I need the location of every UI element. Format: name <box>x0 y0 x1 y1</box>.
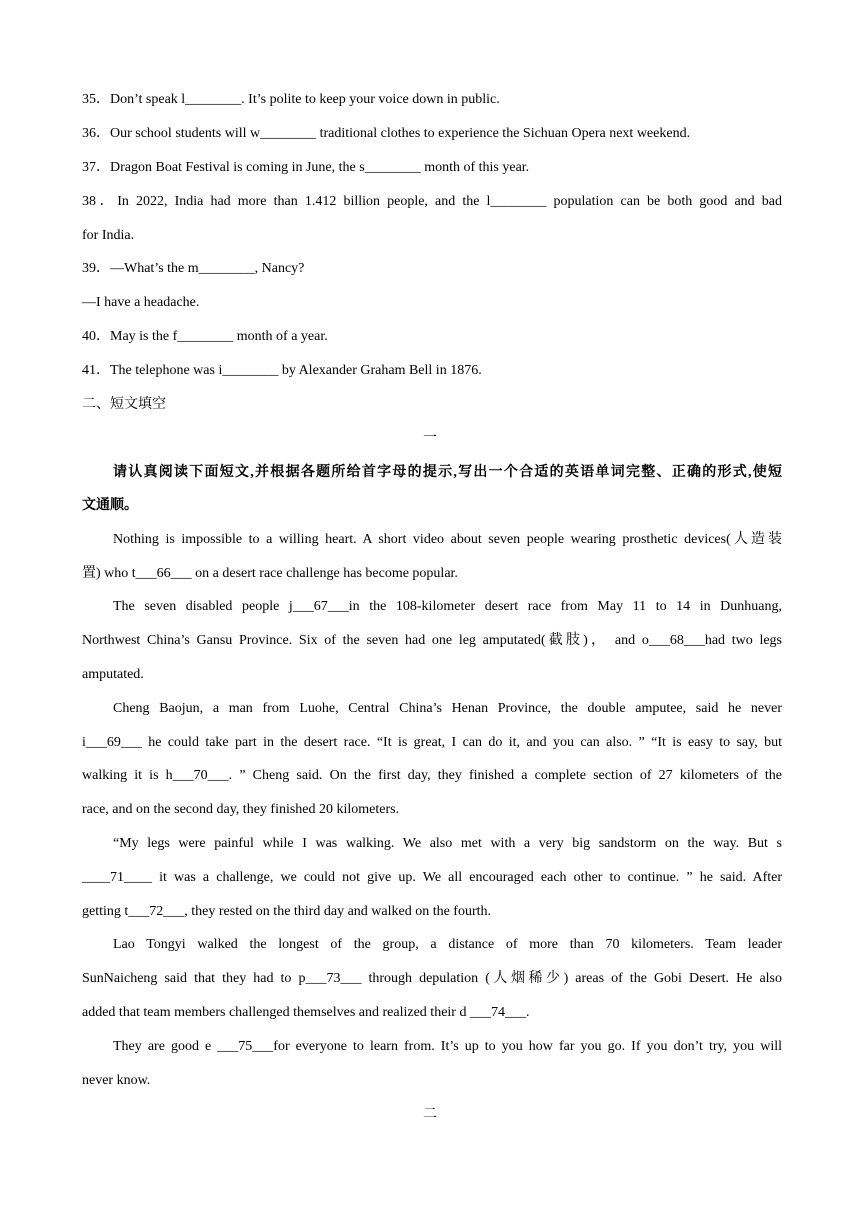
question-39-answer: —I have a headache. <box>82 295 200 310</box>
passage-line: ____71____ it was a challenge, we could not give up. We all encouraged each other to continue. ” he said. After <box>82 870 782 885</box>
question-41: 41．The telephone was i________ by Alexander Graham Bell in 1876. <box>82 363 482 378</box>
section-heading: 二、短文填空 <box>82 397 166 412</box>
passage-line: getting t___72___, they rested on the third day and walked on the fourth. <box>82 904 492 919</box>
passage-line: walking it is h___70___. ” Cheng said. On the first day, they finished a complete section of 27 kilometers of the <box>82 768 782 783</box>
passage-line: Lao Tongyi walked the longest of the group, a distance of more than 70 kilometers. Team leader <box>113 937 782 952</box>
question-36: 36．Our school students will w________ traditional clothes to experience the Sichuan Opera next weekend. <box>82 126 691 141</box>
passage-line: “My legs were painful while I was walking. We also met with a very big sandstorm on the way. But s <box>113 836 782 851</box>
passage-line: never know. <box>82 1073 151 1088</box>
passage-line: i___69___ he could take part in the desert race. “It is great, I can do it, and you can also. ” “It is easy to say, but <box>82 735 782 750</box>
passage-line: Cheng Baojun, a man from Luohe, Central China’s Henan Province, the double amputee, said he never <box>113 701 782 716</box>
passage-line: The seven disabled people j___67___in the 108-kilometer desert race from May 11 to 14 in Dunhuang, <box>113 599 782 614</box>
question-40: 40．May is the f________ month of a year. <box>82 329 328 344</box>
question-37: 37．Dragon Boat Festival is coming in June, the s________ month of this year. <box>82 160 530 175</box>
passage-1-label: 一 <box>423 431 437 446</box>
question-35: 35．Don’t speak l________. It’s polite to keep your voice down in public. <box>82 92 500 107</box>
passage-line: Northwest China’s Gansu Province. Six of the seven had one leg amputated(截肢)， and o___68___had two legs <box>82 633 782 648</box>
passage-line: 置) who t___66___ on a desert race challenge has become popular. <box>82 566 458 581</box>
passage-line: race, and on the second day, they finished 20 kilometers. <box>82 802 400 817</box>
question-38-continued: for India. <box>82 228 135 243</box>
passage-line: Nothing is impossible to a willing heart. A short video about seven people wearing prosthetic devices(人造装 <box>113 532 782 547</box>
instruction-line-1: 请认真阅读下面短文,并根据各题所给首字母的提示,写出一个合适的英语单词完整、正确的形式,使短 <box>113 465 782 480</box>
passage-line: added that team members challenged themselves and realized their d ___74___. <box>82 1005 530 1020</box>
question-38: 38．In 2022, India had more than 1.412 billion people, and the l________ population can be both good and bad <box>82 194 782 209</box>
instruction-line-2: 文通顺。 <box>82 498 138 513</box>
passage-line: They are good e ___75___for everyone to learn from. It’s up to you how far you go. If you don’t try, you will <box>113 1039 782 1054</box>
question-39: 39．—What’s the m________, Nancy? <box>82 261 305 276</box>
passage-2-label: 二 <box>423 1107 437 1122</box>
passage-line: SunNaicheng said that they had to p___73___ through depulation (人烟稀少) areas of the Gobi Desert. He also <box>82 971 782 986</box>
passage-line: amputated. <box>82 667 144 682</box>
